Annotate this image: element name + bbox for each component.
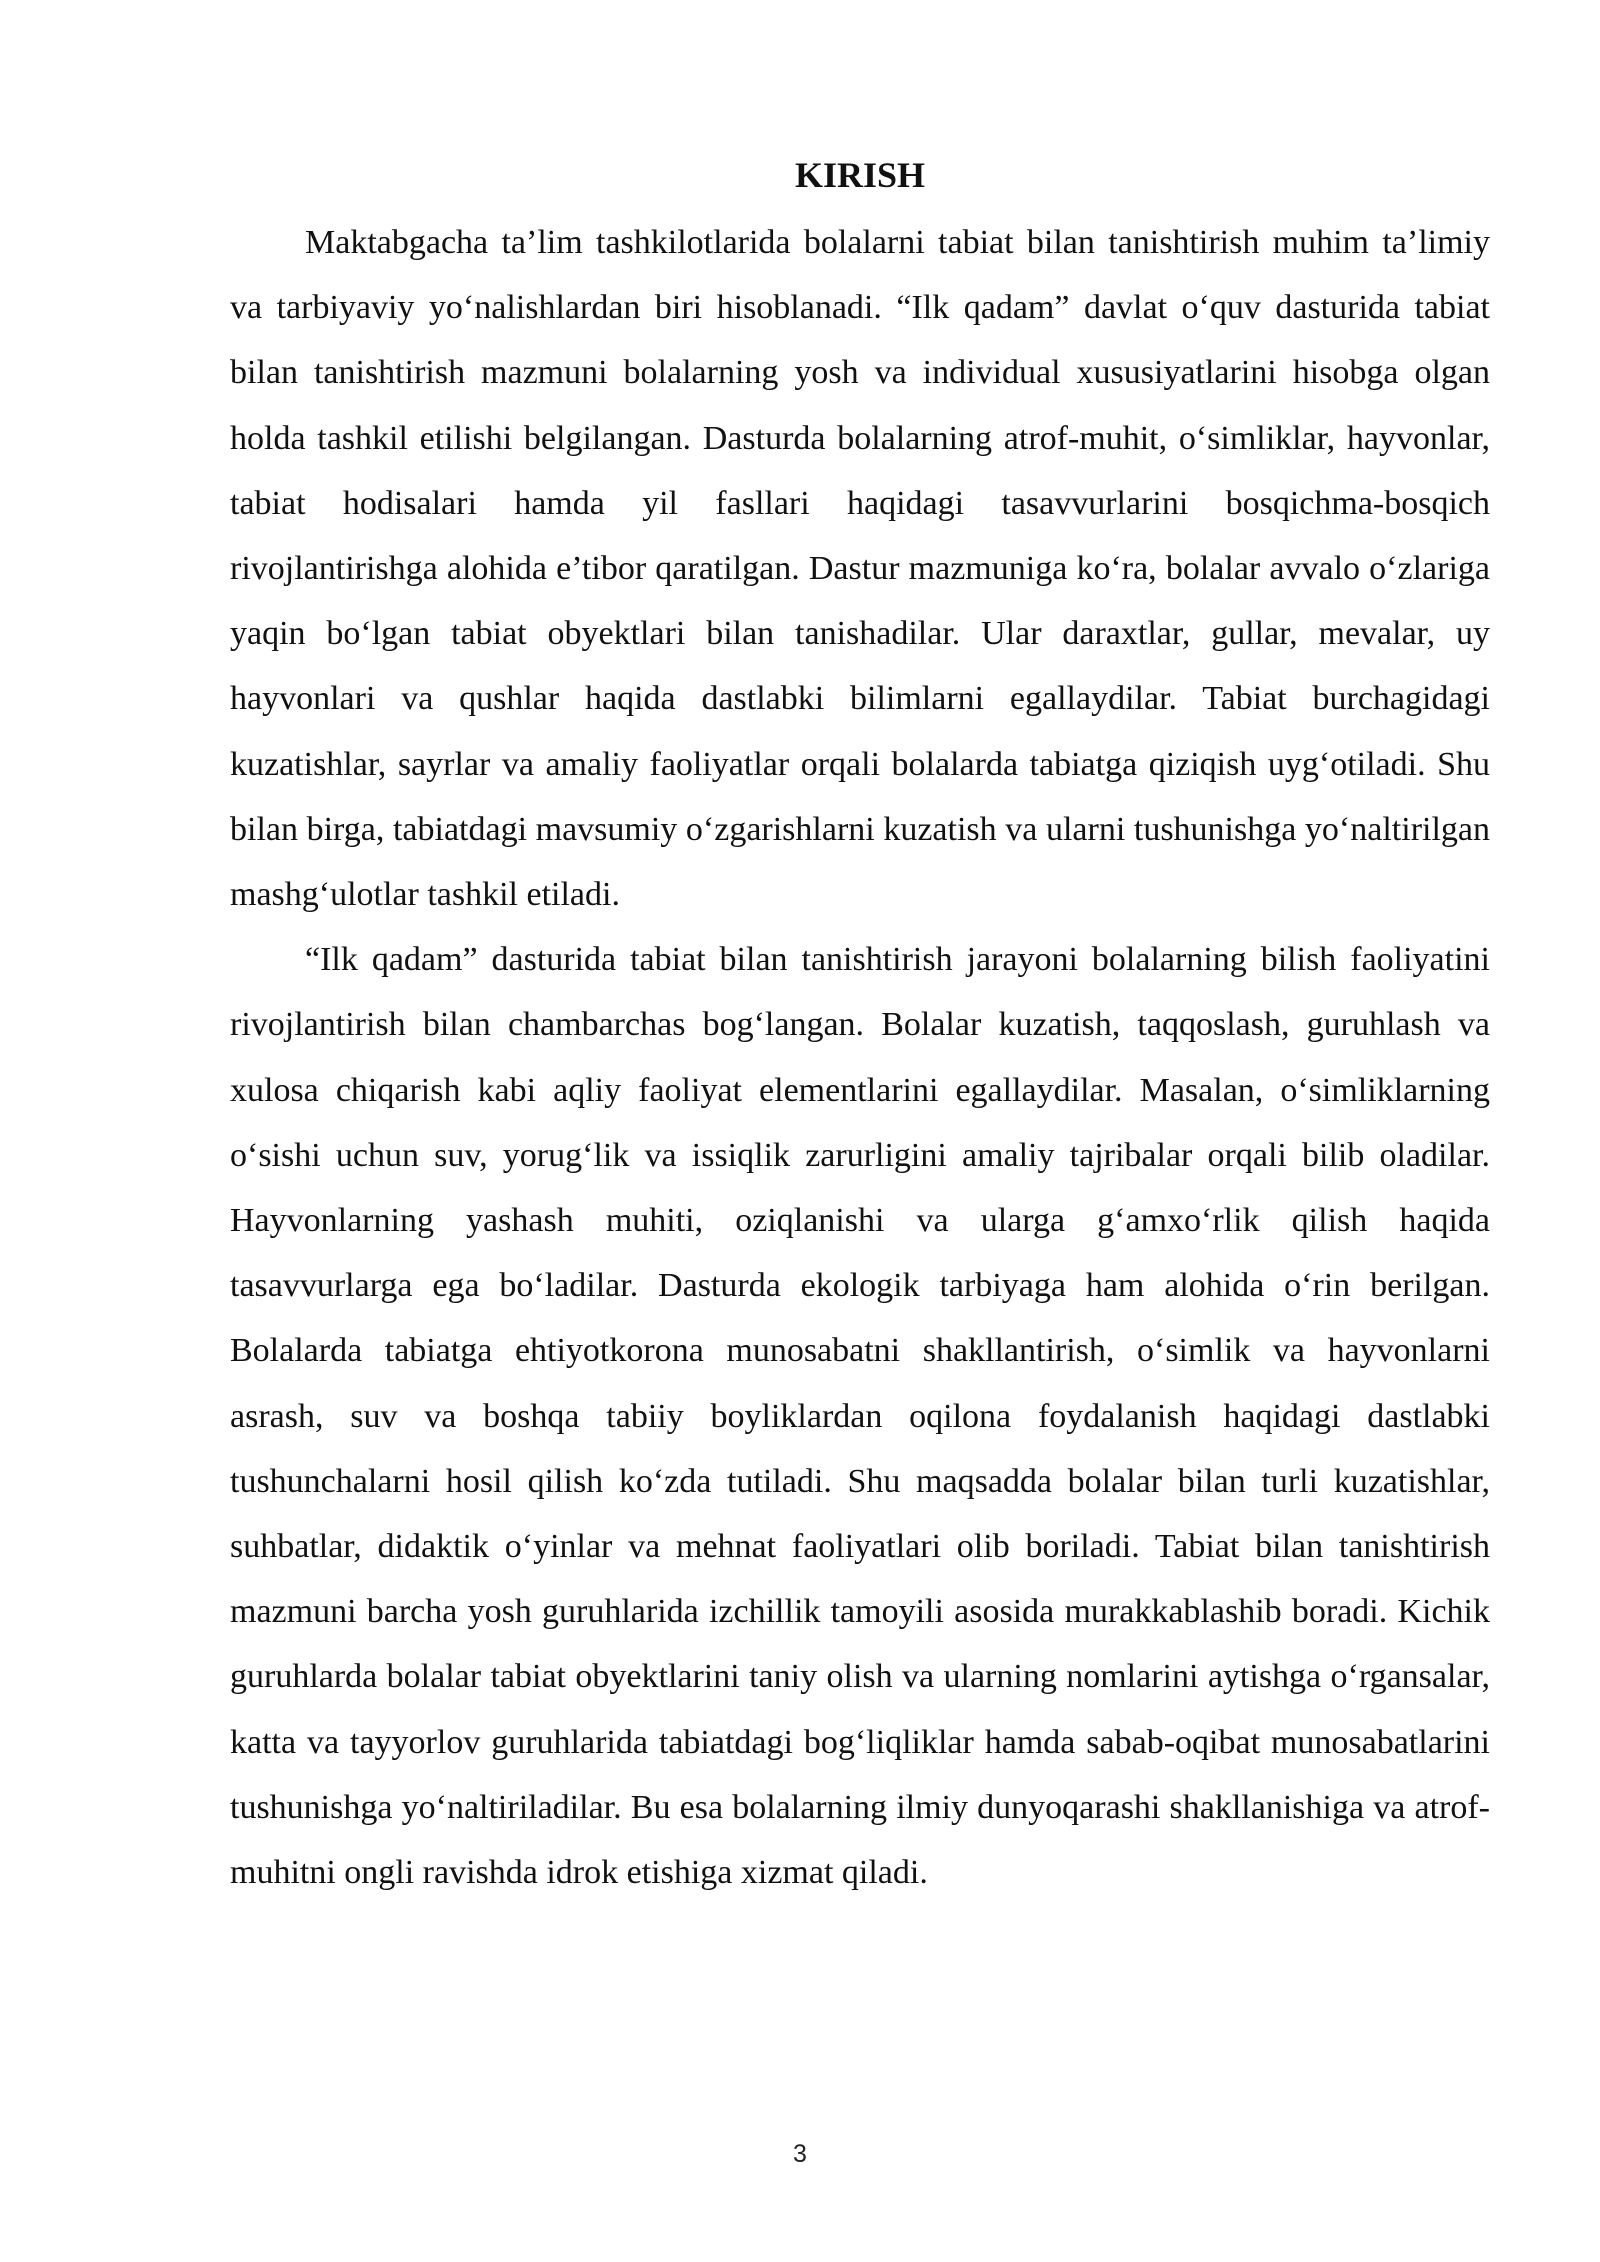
- body-paragraph-2: “Ilk qadam” dasturida tabiat bilan tanishtirish jarayoni bolalarning bilish faoliyatini rivojlantirish bilan chambarchas bog‘langan. Bolalar kuzatish, taqqoslash, guruhlash va xulosa chiqarish kabi aqliy faoliyat elementlarini egallaydilar. Masalan, o‘simliklarning o‘sishi uchun suv, yorug‘lik va issiqlik zarurligini amaliy tajribalar orqali bilib oladilar. Hayvonlarning yashash muhiti, oziqlanishi va ularga g‘amxo‘rlik qilish haqida tasavvurlarga ega bo‘ladilar. Dasturda ekologik tarbiyaga ham alohida o‘rin berilgan. Bolalarda tabiatga ehtiyotkorona munosabatni shakllantirish, o‘simlik va hayvonlarni asrash, suv va boshqa tabiiy boyliklardan oqilona foydalanish haqidagi dastlabki tushunchalarni hosil qilish ko‘zda tutiladi. Shu maqsadda bolalar bilan turli kuzatishlar, suhbatlar, didaktik o‘yinlar va mehnat faoliyatlari olib boriladi. Tabiat bilan tanishtirish mazmuni barcha yosh guruhlarida izchillik tamoyili asosida murakkablashib boradi. Kichik guruhlarda bolalar tabiat obyektlarini taniy olish va ularning nomlarini aytishga o‘rgansalar, katta va tayyorlov guruhlarida tabiatdagi bog‘liqliklar hamda sabab-oqibat munosabatlarini tushunishga yo‘naltiriladilar. Bu esa bolalarning ilmiy dunyoqarashi shakllanishiga va atrof-muhitni ongli ravishda idrok etishiga xizmat qiladi.: [230, 941, 1490, 1892]
- page-content: [230, 145, 1490, 1905]
- section-title: KIRISH: [794, 155, 926, 195]
- page-number: 3: [793, 2140, 807, 2168]
- body-paragraph-1: Maktabgacha ta’lim tashkilotlarida bolalarni tabiat bilan tanishtirish muhim ta’limiy va tarbiyaviy yo‘nalishlardan biri hisoblanadi. “Ilk qadam” davlat o‘quv dasturida tabiat bilan tanishtirish mazmuni bolalarning yosh va individual xususiyatlarini hisobga olgan holda tashkil etilishi belgilangan. Dasturda bolalarning atrof-muhit, o‘simliklar, hayvonlar, tabiat hodisalari hamda yil fasllari haqidagi tasavvurlarini bosqichma-bosqich rivojlantirishga alohida e’tibor qaratilgan. Dastur mazmuniga ko‘ra, bolalar avvalo o‘zlariga yaqin bo‘lgan tabiat obyektlari bilan tanishadilar. Ular daraxtlar, gullar, mevalar, uy hayvonlari va qushlar haqida dastlabki bilimlarni egallaydilar. Tabiat burchagidagi kuzatishlar, sayrlar va amaliy faoliyatlar orqali bolalarda tabiatga qiziqish uyg‘otiladi. Shu bilan birga, tabiatdagi mavsumiy o‘zgarishlarni kuzatish va ularni tushunishga yo‘naltirilgan mashg‘ulotlar tashkil etiladi.: [230, 224, 1490, 914]
